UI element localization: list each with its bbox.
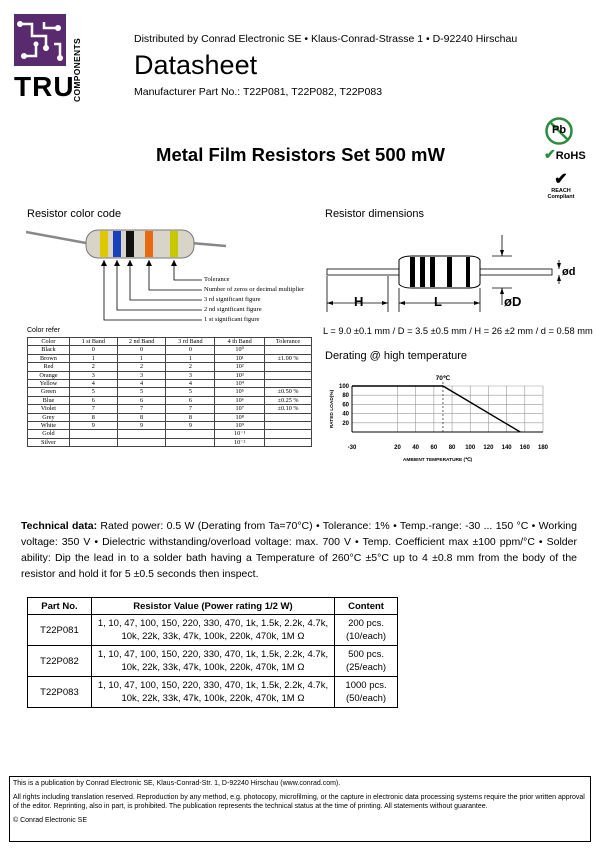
dim-l-label: L bbox=[434, 294, 442, 309]
technical-data-text: Rated power: 0.5 W (Derating from Ta=70°C) • Tolerance: 1% • Temp.-range: -30 ... 150 °C • Working voltage: 350 V • Dielectric withstanding/overload voltage: max. 700 V • Temp. Coefficient max ±100 ppm/°C • Solder ability: Dip the lead in to a solder bath having a Temperature of 260°C ±5°C up to 4 ±0.8 mm from the body of the resistor and hold it for 5 ±0.5 seconds then inspect. bbox=[21, 520, 577, 580]
color-table-cell bbox=[265, 371, 312, 379]
x-tick-label: 20 bbox=[394, 445, 401, 451]
color-table-cell: 9 bbox=[69, 422, 117, 430]
color-table-row bbox=[28, 413, 312, 421]
color-table-cell: 10⁰ bbox=[215, 346, 265, 354]
color-table-cell: 7 bbox=[69, 405, 117, 413]
color-table-cell: 6 bbox=[166, 396, 215, 404]
color-table-cell: 1 bbox=[69, 354, 117, 362]
color-table-row bbox=[28, 430, 312, 438]
manufacturer-part-no: Manufacturer Part No.: T22P081, T22P082, T22P083 bbox=[134, 86, 383, 98]
label-tolerance: Tolerance bbox=[204, 276, 230, 283]
values-line-1: 1, 10, 47, 100, 150, 220, 330, 470, 1k, 1.5k, 2.2k, 4.7k, bbox=[97, 618, 329, 629]
color-table-row bbox=[28, 405, 312, 413]
content-each: (25/each) bbox=[345, 662, 387, 673]
color-table-header: 2 nd Band bbox=[117, 338, 166, 346]
color-table-cell: 8 bbox=[117, 413, 166, 421]
part-no-cell: T22P083 bbox=[28, 677, 92, 708]
color-table-cell: 6 bbox=[117, 396, 166, 404]
color-table-cell: 4 bbox=[166, 380, 215, 388]
color-table-cell: ±1.00 % bbox=[265, 354, 312, 362]
color-table-cell: Violet bbox=[28, 405, 70, 413]
color-table-header: 4 th Band bbox=[215, 338, 265, 346]
dimensions-caption: L = 9.0 ±0.1 mm / D = 3.5 ±0.5 mm / H = 26 ±2 mm / d = 0.58 mm bbox=[323, 326, 593, 336]
values-line-2: 10k, 22k, 33k, 47k, 100k, 220k, 470k, 1M Ω bbox=[121, 662, 305, 673]
rohs-label: RoHS bbox=[555, 150, 586, 162]
color-table-cell: 10⁵ bbox=[215, 388, 265, 396]
y-tick-label: 40 bbox=[342, 411, 349, 418]
color-table-row bbox=[28, 354, 312, 362]
label-first-figure: 1 st significant figure bbox=[204, 316, 260, 323]
part-no-cell: T22P082 bbox=[28, 646, 92, 677]
footer-copyright: © Conrad Electronic SE bbox=[13, 817, 88, 824]
color-table-row bbox=[28, 346, 312, 354]
header-content: Content bbox=[335, 598, 398, 615]
color-table-cell: 0 bbox=[166, 346, 215, 354]
color-table-cell bbox=[265, 413, 312, 421]
pb-free-badge bbox=[544, 116, 574, 146]
content-qty: 500 pcs. bbox=[348, 649, 384, 660]
color-table-cell bbox=[265, 438, 312, 446]
color-table-cell: 3 bbox=[69, 371, 117, 379]
color-table-cell: 1 bbox=[166, 354, 215, 362]
color-table-cell: 10² bbox=[215, 363, 265, 371]
distributor-line: Distributed by Conrad Electronic SE • Klaus-Conrad-Strasse 1 • D-92240 Hirschau bbox=[134, 33, 518, 45]
reach-label: REACH bbox=[551, 188, 571, 194]
color-table-cell bbox=[69, 438, 117, 446]
y-tick-label: 80 bbox=[342, 393, 349, 400]
color-table-cell: 7 bbox=[117, 405, 166, 413]
resistor-values-cell bbox=[91, 677, 334, 708]
derating-chart bbox=[325, 366, 555, 470]
color-table-row bbox=[28, 371, 312, 379]
label-second-figure: 2 nd significant figure bbox=[204, 306, 262, 313]
color-table-row bbox=[28, 380, 312, 388]
color-table-row bbox=[28, 388, 312, 396]
pb-label: Pb bbox=[552, 124, 567, 136]
color-table-cell: 9 bbox=[166, 422, 215, 430]
color-table-cell: 7 bbox=[166, 405, 215, 413]
logo-tru-text: TRU bbox=[14, 71, 75, 102]
color-table-cell: ±0.50 % bbox=[265, 388, 312, 396]
page-title: Metal Film Resistors Set 500 mW bbox=[156, 144, 445, 165]
part-no-cell: T22P081 bbox=[28, 615, 92, 646]
color-table-row bbox=[28, 363, 312, 371]
x-tick-label: 120 bbox=[483, 445, 494, 451]
color-table-cell: Black bbox=[28, 346, 70, 354]
x-tick-label: -30 bbox=[347, 445, 357, 451]
color-table-cell: 2 bbox=[117, 363, 166, 371]
color-table-cell: Brown bbox=[28, 354, 70, 362]
x-axis-label: AMBIENT TEMPERATURE (℃) bbox=[402, 458, 473, 463]
y-axis-label: RATED LOAD(%) bbox=[330, 389, 335, 429]
color-table-cell: 2 bbox=[69, 363, 117, 371]
color-table-cell bbox=[166, 430, 215, 438]
color-table-cell: 10⁷ bbox=[215, 405, 265, 413]
y-tick-label: 60 bbox=[342, 402, 349, 409]
derating-line bbox=[352, 386, 520, 432]
content-cell bbox=[335, 615, 398, 646]
values-line-2: 10k, 22k, 33k, 47k, 100k, 220k, 470k, 1M Ω bbox=[121, 631, 305, 642]
derating-heading: Derating @ high temperature bbox=[325, 350, 468, 362]
color-table-cell: Silver bbox=[28, 438, 70, 446]
dim-small-d-label: ød bbox=[562, 266, 576, 278]
color-table-cell: 0 bbox=[69, 346, 117, 354]
color-table-row bbox=[28, 422, 312, 430]
color-table-cell: 3 bbox=[117, 371, 166, 379]
color-table-cell: 10³ bbox=[215, 371, 265, 379]
color-table-cell: 0 bbox=[117, 346, 166, 354]
footer bbox=[9, 776, 591, 842]
reach-badge bbox=[544, 172, 578, 200]
technical-data-label: Technical data: bbox=[21, 520, 98, 532]
header-resistor-value: Resistor Value (Power rating 1/2 W) bbox=[91, 598, 334, 615]
values-line-1: 1, 10, 47, 100, 150, 220, 330, 470, 1k, 1.5k, 2.2k, 4.7k, bbox=[97, 649, 329, 660]
color-table-header: Color bbox=[28, 338, 70, 346]
color-table-header: Tolerance bbox=[265, 338, 312, 346]
color-table-cell bbox=[265, 363, 312, 371]
color-table-cell: 4 bbox=[117, 380, 166, 388]
color-table-cell: Blue bbox=[28, 396, 70, 404]
diameter-icon: ø bbox=[562, 266, 569, 278]
color-table-cell: 2 bbox=[166, 363, 215, 371]
content-cell bbox=[335, 677, 398, 708]
color-table-cell bbox=[265, 346, 312, 354]
color-table-cell: Orange bbox=[28, 371, 70, 379]
logo-components-text: COMPONENTS bbox=[72, 38, 82, 102]
dim-d-label: øD bbox=[504, 294, 522, 309]
footer-publication: This is a publication by Conrad Electronic SE, Klaus-Conrad-Str. 1, D-92240 Hirschau (www.conrad.com). bbox=[13, 780, 341, 787]
color-table-cell: ±0.25 % bbox=[265, 396, 312, 404]
technical-data bbox=[21, 518, 577, 582]
derating-chart-svg bbox=[325, 366, 555, 470]
color-table-cell: 10¹ bbox=[215, 354, 265, 362]
color-table-cell: Green bbox=[28, 388, 70, 396]
color-table-cell: 10⁻¹ bbox=[215, 430, 265, 438]
color-table-cell: 3 bbox=[166, 371, 215, 379]
color-table-cell: 1 bbox=[117, 354, 166, 362]
color-table-cell: ±0.10 % bbox=[265, 405, 312, 413]
x-tick-label: 60 bbox=[430, 445, 438, 451]
y-tick-label: 100 bbox=[338, 384, 349, 390]
y-tick-label: 20 bbox=[342, 420, 349, 427]
resistor-values-cell bbox=[91, 646, 334, 677]
color-table-cell: 10⁴ bbox=[215, 380, 265, 388]
color-table-cell: 5 bbox=[117, 388, 166, 396]
label-third-figure: 3 rd significant figure bbox=[204, 296, 261, 303]
x-tick-label: 180 bbox=[537, 445, 549, 451]
content-qty: 200 pcs. bbox=[348, 618, 384, 629]
color-table-cell bbox=[265, 380, 312, 388]
content-qty: 1000 pcs. bbox=[345, 680, 387, 691]
color-table-header: 3 rd Band bbox=[166, 338, 215, 346]
color-table-cell: Gold bbox=[28, 430, 70, 438]
x-tick-label: 40 bbox=[412, 445, 420, 451]
color-table-cell bbox=[69, 430, 117, 438]
parts-table-row bbox=[28, 646, 398, 677]
rohs-check-icon: ✔ bbox=[544, 146, 556, 162]
color-table-cell bbox=[117, 438, 166, 446]
color-code-diagram bbox=[26, 224, 326, 328]
color-table-cell: 5 bbox=[166, 388, 215, 396]
content-cell bbox=[335, 646, 398, 677]
color-code-heading: Resistor color code bbox=[27, 208, 122, 220]
color-table-cell: Grey bbox=[28, 413, 70, 421]
x-tick-label: 140 bbox=[501, 445, 512, 451]
label-multiplier: Number of zeros or decimal multiplier bbox=[204, 286, 305, 293]
dimensions-diagram bbox=[322, 230, 582, 322]
color-table-title: Color refer bbox=[27, 327, 61, 334]
color-table-row bbox=[28, 396, 312, 404]
color-table-cell: 8 bbox=[166, 413, 215, 421]
reach-check-icon: ✔ bbox=[554, 171, 568, 188]
resistor-values-cell bbox=[91, 615, 334, 646]
color-table-header: 1 st Band bbox=[69, 338, 117, 346]
tru-components-logo bbox=[14, 14, 82, 104]
color-table-cell: 8 bbox=[69, 413, 117, 421]
reach-sub-label: Compliant bbox=[547, 194, 575, 200]
parts-table-row bbox=[28, 615, 398, 646]
content-each: (50/each) bbox=[345, 693, 387, 704]
datasheet-title: Datasheet bbox=[134, 50, 258, 80]
color-table-cell bbox=[265, 430, 312, 438]
color-table-cell: 6 bbox=[69, 396, 117, 404]
color-table-cell: Yellow bbox=[28, 380, 70, 388]
content-each: (10/each) bbox=[345, 631, 387, 642]
color-table-cell bbox=[117, 430, 166, 438]
knee-label: 70℃ bbox=[435, 375, 451, 382]
color-table-cell: 10⁸ bbox=[215, 413, 265, 421]
parts-table-row bbox=[28, 677, 398, 708]
color-table-cell: 5 bbox=[69, 388, 117, 396]
footer-rights: All rights including translation reserved. Reproduction by any method, e.g. photocopy, microfilming, or the capture in electronic data processing systems require the prior written approval of the editor. Reprinting, also in part, is prohibited. The publication represents the technical status at the time of printing. All statements without guarantee. bbox=[13, 794, 585, 810]
x-tick-label: 100 bbox=[465, 445, 476, 451]
color-table-cell: 10⁻² bbox=[215, 438, 265, 446]
color-table bbox=[27, 337, 312, 447]
color-table-row bbox=[28, 438, 312, 446]
color-table-cell bbox=[166, 438, 215, 446]
x-tick-label: 80 bbox=[448, 445, 456, 451]
color-table-cell: Red bbox=[28, 363, 70, 371]
parts-table bbox=[27, 597, 398, 708]
header-part-no: Part No. bbox=[28, 598, 92, 615]
color-table-cell: 10⁶ bbox=[215, 396, 265, 404]
diameter-icon: ø bbox=[504, 294, 512, 309]
x-tick-label: 160 bbox=[519, 445, 530, 451]
values-line-1: 1, 10, 47, 100, 150, 220, 330, 470, 1k, 1.5k, 2.2k, 4.7k, bbox=[97, 680, 329, 691]
dim-h-label: H bbox=[354, 294, 364, 309]
color-table-cell bbox=[265, 422, 312, 430]
color-table-cell: 10⁹ bbox=[215, 422, 265, 430]
dimensions-heading: Resistor dimensions bbox=[325, 208, 425, 220]
color-table-cell: 4 bbox=[69, 380, 117, 388]
color-table-cell: 9 bbox=[117, 422, 166, 430]
values-line-2: 10k, 22k, 33k, 47k, 100k, 220k, 470k, 1M Ω bbox=[121, 693, 305, 704]
color-table-cell: White bbox=[28, 422, 70, 430]
